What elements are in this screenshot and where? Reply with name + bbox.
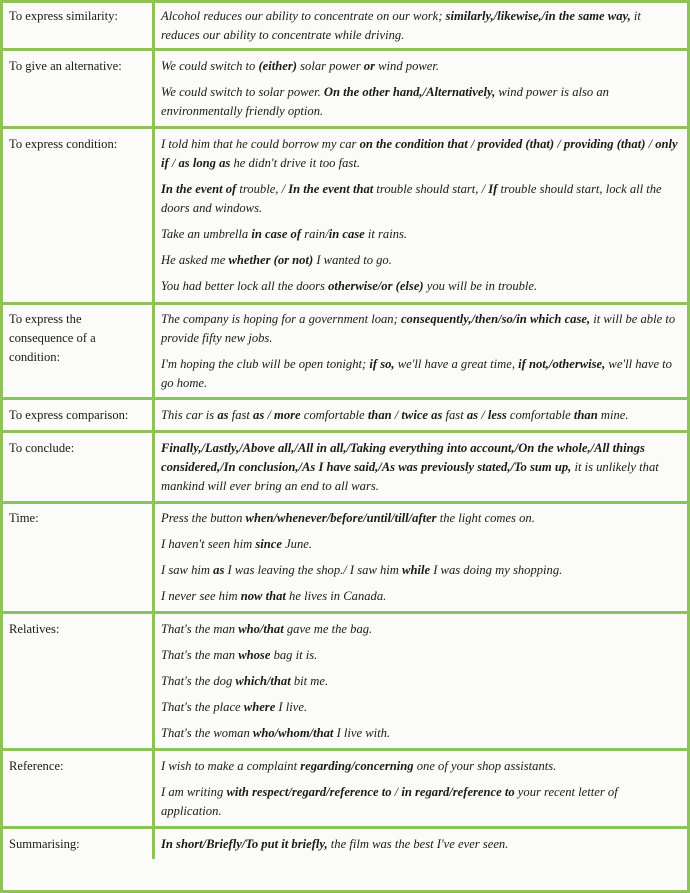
- sentence-text: I haven't seen him: [161, 537, 256, 551]
- sentence-text: /: [168, 156, 179, 170]
- sentence-text: /: [391, 785, 402, 799]
- linking-phrase: or: [363, 59, 375, 73]
- example-sentence: [161, 406, 681, 425]
- function-label: To express similarity:: [3, 3, 154, 50]
- examples-cell: [154, 613, 688, 750]
- sentence-text: I was leaving the shop./ I saw him: [224, 563, 403, 577]
- sentence-text: Alcohol reduces our ability to concentrate on our work;: [161, 9, 446, 23]
- sentence-text: bit me.: [290, 674, 329, 688]
- example-sentence: [161, 7, 681, 45]
- sentence-text: trouble, /: [236, 182, 289, 196]
- example-sentence: [161, 355, 681, 393]
- sentence-text: /: [554, 137, 564, 151]
- sentence-text: That's the dog: [161, 674, 236, 688]
- sentence-text: your recent letter of application.: [161, 785, 618, 818]
- table-row: [3, 613, 687, 750]
- linking-phrase: provided (that): [477, 137, 555, 151]
- sentence-text: That's the woman: [161, 726, 253, 740]
- sentence-text: I was doing my shopping.: [430, 563, 563, 577]
- linking-phrase: in case: [328, 227, 365, 241]
- example-sentence: [161, 646, 681, 665]
- sentence-text: We could switch to: [161, 59, 259, 73]
- linking-phrase: as long as: [178, 156, 231, 170]
- linking-phrase: (either): [258, 59, 297, 73]
- examples-cell: [154, 304, 688, 399]
- function-label: To express the consequence of a condition:: [3, 304, 154, 399]
- linking-phrase: with respect/regard/reference to: [226, 785, 392, 799]
- sentence-text: fast: [228, 408, 254, 422]
- table-row: [3, 128, 687, 304]
- examples-cell: [154, 50, 688, 128]
- function-label: Reference:: [3, 750, 154, 828]
- example-sentence: [161, 509, 681, 528]
- linking-phrase: if not,/otherwise,: [518, 357, 606, 371]
- linking-phrase: where: [243, 700, 276, 714]
- sentence-text: /: [467, 137, 478, 151]
- sentence-text: we'll have a great time,: [394, 357, 519, 371]
- sentence-text: /: [391, 408, 402, 422]
- table-row: [3, 432, 687, 503]
- examples-cell: [154, 750, 688, 828]
- linking-phrase: as: [466, 408, 479, 422]
- linking-phrase: as: [253, 408, 265, 422]
- linking-phrase: On the other hand,/Alternatively,: [323, 85, 496, 99]
- linking-phrase: in regard/reference to: [401, 785, 515, 799]
- sentence-text: /: [645, 137, 656, 151]
- table-row: [3, 3, 687, 50]
- sentence-text: comfortable: [506, 408, 574, 422]
- example-sentence: [161, 672, 681, 691]
- sentence-text: We could switch to solar power.: [161, 85, 324, 99]
- sentence-text: we'll have to go home.: [161, 357, 672, 390]
- example-sentence: [161, 310, 681, 348]
- sentence-text: trouble should start, lock all the doors and windows.: [161, 182, 662, 215]
- linking-phrase: In the event that: [288, 182, 374, 196]
- sentence-text: That's the man: [161, 648, 239, 662]
- linking-phrase: regarding/concerning: [300, 759, 414, 773]
- sentence-text: I saw him: [161, 563, 214, 577]
- sentence-text: Take an umbrella: [161, 227, 252, 241]
- linking-phrase: more: [274, 408, 301, 422]
- linking-phrase: only if: [161, 137, 678, 170]
- example-sentence: [161, 57, 681, 76]
- linking-phrase: Finally,/Lastly,/Above all,/All in all,/Taking everything into account,/On the whole,/All things considered,/In conclusion,/As I have said,/As was previously stated,/To sum up,: [161, 441, 645, 474]
- sentence-text: That's the place: [161, 700, 244, 714]
- linking-phrase: while: [402, 563, 431, 577]
- sentence-text: He asked me: [161, 253, 229, 267]
- linking-phrase: when/whenever/before/until/till/after: [245, 511, 437, 525]
- sentence-text: I wish to make a complaint: [161, 759, 301, 773]
- linking-phrase: whose: [238, 648, 271, 662]
- sentence-text: he lives in Canada.: [285, 589, 387, 603]
- example-sentence: [161, 783, 681, 821]
- sentence-text: gave me the bag.: [283, 622, 373, 636]
- linking-phrase: who/that: [238, 622, 284, 636]
- example-sentence: [161, 439, 681, 496]
- linking-phrase: consequently,/then/so/in which case,: [400, 312, 591, 326]
- examples-cell: [154, 828, 688, 860]
- linking-phrase: providing (that): [563, 137, 646, 151]
- function-label: To give an alternative:: [3, 50, 154, 128]
- function-label: Summarising:: [3, 828, 154, 860]
- sentence-text: /: [264, 408, 275, 422]
- table-row: [3, 399, 687, 432]
- linking-phrase: in case of: [251, 227, 302, 241]
- sentence-text: I am writing: [161, 785, 227, 799]
- linking-words-table: [3, 3, 687, 859]
- example-sentence: [161, 757, 681, 776]
- sentence-text: rain/: [301, 227, 329, 241]
- example-sentence: [161, 180, 681, 218]
- example-sentence: [161, 277, 681, 296]
- linking-phrase: if so,: [369, 357, 395, 371]
- example-sentence: [161, 587, 681, 606]
- sentence-text: it reduces our ability to concentrate while driving.: [161, 9, 641, 42]
- examples-cell: [154, 399, 688, 432]
- linking-phrase: In the event of: [161, 182, 237, 196]
- sentence-text: I never see him: [161, 589, 241, 603]
- linking-phrase: less: [487, 408, 507, 422]
- table-row: [3, 50, 687, 128]
- example-sentence: [161, 620, 681, 639]
- examples-cell: [154, 432, 688, 503]
- sentence-text: /: [478, 408, 488, 422]
- function-label: Time:: [3, 503, 154, 613]
- example-sentence: [161, 135, 681, 173]
- sentence-text: The company is hoping for a government loan;: [161, 312, 401, 326]
- sentence-text: You had better lock all the doors: [161, 279, 329, 293]
- example-sentence: [161, 835, 681, 854]
- table-row: [3, 304, 687, 399]
- sentence-text: I wanted to go.: [313, 253, 392, 267]
- sentence-text: This car is: [161, 408, 218, 422]
- example-sentence: [161, 535, 681, 554]
- sentence-text: I live with.: [333, 726, 391, 740]
- sentence-text: it is unlikely that mankind will ever bring an end to all wars.: [161, 460, 659, 493]
- linking-phrase: than: [573, 408, 598, 422]
- sentence-text: I'm hoping the club will be open tonight;: [161, 357, 370, 371]
- sentence-text: I told him that he could borrow my car: [161, 137, 360, 151]
- sentence-text: it will be able to provide fifty new jobs.: [161, 312, 676, 345]
- linking-phrase: now that: [240, 589, 286, 603]
- sentence-text: mine.: [597, 408, 629, 422]
- sentence-text: June.: [281, 537, 312, 551]
- linking-phrase: than: [367, 408, 392, 422]
- sentence-text: it rains.: [364, 227, 408, 241]
- function-label: To express condition:: [3, 128, 154, 304]
- linking-phrase: as: [217, 408, 229, 422]
- sentence-text: trouble should start, /: [373, 182, 489, 196]
- example-sentence: [161, 83, 681, 121]
- linking-phrase: on the condition that: [359, 137, 468, 151]
- example-sentence: [161, 251, 681, 270]
- linking-phrase: If: [488, 182, 498, 196]
- example-sentence: [161, 561, 681, 580]
- sentence-text: fast: [442, 408, 467, 422]
- function-label: To express comparison:: [3, 399, 154, 432]
- linking-phrase: who/whom/that: [252, 726, 334, 740]
- linking-phrase: otherwise/or (else): [328, 279, 424, 293]
- examples-cell: [154, 128, 688, 304]
- sentence-text: the light comes on.: [436, 511, 535, 525]
- example-sentence: [161, 724, 681, 743]
- sentence-text: bag it is.: [270, 648, 318, 662]
- sentence-text: That's the man: [161, 622, 239, 636]
- table-row: [3, 750, 687, 828]
- sentence-text: solar power: [296, 59, 364, 73]
- linking-phrase: twice as: [401, 408, 443, 422]
- function-label: To conclude:: [3, 432, 154, 503]
- linking-phrase: similarly,/likewise,/in the same way,: [445, 9, 631, 23]
- sentence-text: comfortable: [300, 408, 368, 422]
- function-label: Relatives:: [3, 613, 154, 750]
- sentence-text: wind power is also an environmentally friendly option.: [161, 85, 609, 118]
- sentence-text: wind power.: [375, 59, 440, 73]
- linking-phrase: as: [213, 563, 225, 577]
- linking-phrase: which/that: [235, 674, 291, 688]
- example-sentence: [161, 698, 681, 717]
- table-row: [3, 828, 687, 860]
- sentence-text: Press the button: [161, 511, 246, 525]
- example-sentence: [161, 225, 681, 244]
- linking-phrase: whether (or not): [228, 253, 314, 267]
- examples-cell: [154, 503, 688, 613]
- linking-phrase: since: [255, 537, 282, 551]
- linking-phrase: In short/Briefly/To put it briefly,: [161, 837, 328, 851]
- examples-cell: [154, 3, 688, 50]
- sentence-text: you will be in trouble.: [423, 279, 538, 293]
- table-row: [3, 503, 687, 613]
- sentence-text: the film was the best I've ever seen.: [327, 837, 509, 851]
- sentence-text: I live.: [275, 700, 308, 714]
- sentence-text: he didn't drive it too fast.: [230, 156, 360, 170]
- sentence-text: one of your shop assistants.: [413, 759, 557, 773]
